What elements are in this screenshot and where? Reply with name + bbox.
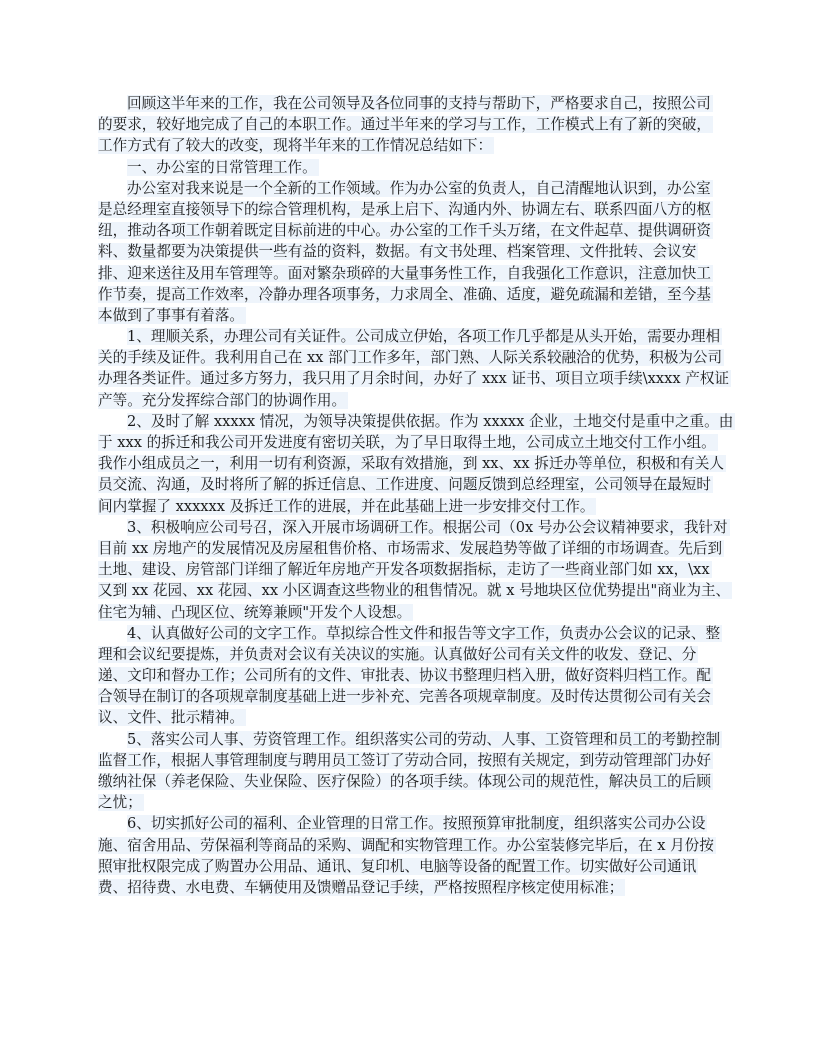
text-line: 间内掌握了 xxxxxx 及拆迁工作的进展，并在此基础上进一步安排交付工作。 <box>98 497 595 515</box>
text-line: 之忧； <box>98 794 142 812</box>
text-line: 6、切实抓好公司的福利、企业管理的日常工作。按照预算审批制度，组织落实公司办公设 <box>127 815 706 833</box>
text-line: 施、宿舍用品、劳保福利等商品的采购、调配和实物管理工作。办公室装修完毕后，在 x 月份按 <box>98 836 714 854</box>
paragraph-item-3 <box>98 517 731 623</box>
text-line: 监督工作，根据人事管理制度与聘用员工签订了劳动合同，按照有关规定，到劳动管理部门办好 <box>98 751 711 769</box>
text-line: 本做到了事事有着落。 <box>98 306 244 324</box>
text-line: 照审批权限完成了购置办公用品、通讯、复印机、电脑等设备的配置工作。切实做好公司通讯 <box>98 857 697 875</box>
text-line: 办公室对我来说是一个全新的工作领域。作为办公室的负责人，自己清醒地认识到，办公室 <box>127 179 711 197</box>
text-line: 员交流、沟通，及时将所了解的拆迁信息、工作进度、问题反馈到总经理室，公司领导在最短时 <box>98 476 711 494</box>
text-line: 我作小组成员之一，利用一切有利资源，采取有效措施，到 xx、xx 拆迁办等单位，积极和有关人 <box>98 455 724 473</box>
paragraph-office-overview <box>98 178 722 326</box>
paragraph-item-1 <box>98 326 730 411</box>
section-heading <box>98 157 722 178</box>
paragraph-item-4 <box>98 623 722 729</box>
text-line: 1、理顺关系，办理公司有关证件。公司成立伊始，各项工作几乎都是从头开始，需要办理相 <box>127 328 721 346</box>
paragraph-item-2 <box>98 411 734 517</box>
text-line: 合领导在制订的各项规章制度基础上进一步补充、完善各项规章制度。及时传达贯彻公司有关会 <box>98 688 711 706</box>
text-line: 办理各类证件。通过多方努力，我只用了月余时间，办好了 xxx 证书、项目立项手续\xxxx 产权证 <box>98 370 730 388</box>
text-line: 工作方式有了较大的改变，现将半年来的工作情况总结如下： <box>98 137 493 155</box>
paragraph-item-5 <box>98 729 722 814</box>
text-line: 议、文件、批示精神。 <box>98 709 244 727</box>
text-line: 于 xxx 的拆迁和我公司开发进度有密切关联，为了早日取得土地，公司成立土地交付工作小组。 <box>98 434 716 451</box>
text-line: 纽，推动各项工作朝着既定目标前进的中心。办公室的工作千头万绪，在文件起草、提供调研资 <box>98 222 711 240</box>
text-line: 是总经理室直接领导下的综合管理机构，是承上启下、沟通内外、协调左右、联系四面八方的枢 <box>98 200 711 218</box>
text-line: 费、招待费、水电费、车辆使用及馈赠品登记手续，严格按照程序核定使用标准； <box>98 878 624 896</box>
paragraph-intro <box>98 93 722 157</box>
text-line: 又到 xx 花园、xx 花园、xx 小区调查这些物业的租售情况。就 x 号地块区位优势提出"商业为主、 <box>98 582 731 600</box>
text-line: 的要求，较好地完成了自己的本职工作。通过半年来的学习与工作，工作模式上有了新的突破， <box>98 116 711 134</box>
text-line: 排、迎来送往及用车管理等。面对繁杂琐碎的大量事务性工作，自我强化工作意识，注意加快工 <box>98 264 711 282</box>
text-line: 作节奏，提高工作效率，冷静办理各项事务，力求周全、准确、适度，避免疏漏和差错，至今基 <box>98 285 711 303</box>
text-line: 4、认真做好公司的文字工作。草拟综合性文件和报告等文字工作，负责办公会议的记录、整 <box>127 624 721 642</box>
text-line: 土地、建设、房管部门详细了解近年房地产开发各项数据指标，走访了一些商业部门如 xx，\xx <box>98 561 710 579</box>
text-line: 住宅为辅、凸现区位、统筹兼顾"开发个人设想。 <box>98 603 412 621</box>
text-line: 料、数量都要为决策提供一些有益的资料，数据。有文书处理、档案管理、文件批转、会议安 <box>98 243 697 261</box>
text-line: 回顾这半年来的工作，我在公司领导及各位同事的支持与帮助下，严格要求自己，按照公司 <box>127 95 711 112</box>
text-line: 2、及时了解 xxxxx 情况，为领导决策提供依据。作为 xxxxx 企业，土地交付是重中之重。由 <box>127 412 734 430</box>
heading-text: 一、办公室的日常管理工作。 <box>127 158 317 176</box>
text-line: 目前 xx 房地产的发展情况及房屋租售价格、市场需求、发展趋势等做了详细的市场调查。先后到 <box>98 539 723 557</box>
text-line: 缴纳社保（养老保险、失业保险、医疗保险）的各项手续。体现公司的规范性，解决员工的后顾 <box>98 773 711 790</box>
text-line: 理和会议纪要提炼，并负责对会议有关决议的实施。认真做好公司有关文件的收发、登记、分 <box>98 645 697 663</box>
paragraph-item-6 <box>98 813 722 898</box>
text-line: 产等。充分发挥综合部门的协调作用。 <box>98 391 347 409</box>
text-line: 递、文印和督办工作；公司所有的文件、审批表、协议书整理归档入册，做好资料归档工作。配 <box>98 667 711 685</box>
text-line: 5、落实公司人事、劳资管理工作。组织落实公司的劳动、人事、工资管理和员工的考勤控制 <box>127 730 721 748</box>
text-line: 关的手续及证件。我利用自己在 xx 部门工作多年，部门熟、人际关系较融洽的优势，积极为公司 <box>98 349 723 367</box>
text-line: 3、积极响应公司号召，深入开展市场调研工作。根据公司（0x 号办公会议精神要求，我针对 <box>127 518 728 536</box>
document-page <box>98 93 734 898</box>
